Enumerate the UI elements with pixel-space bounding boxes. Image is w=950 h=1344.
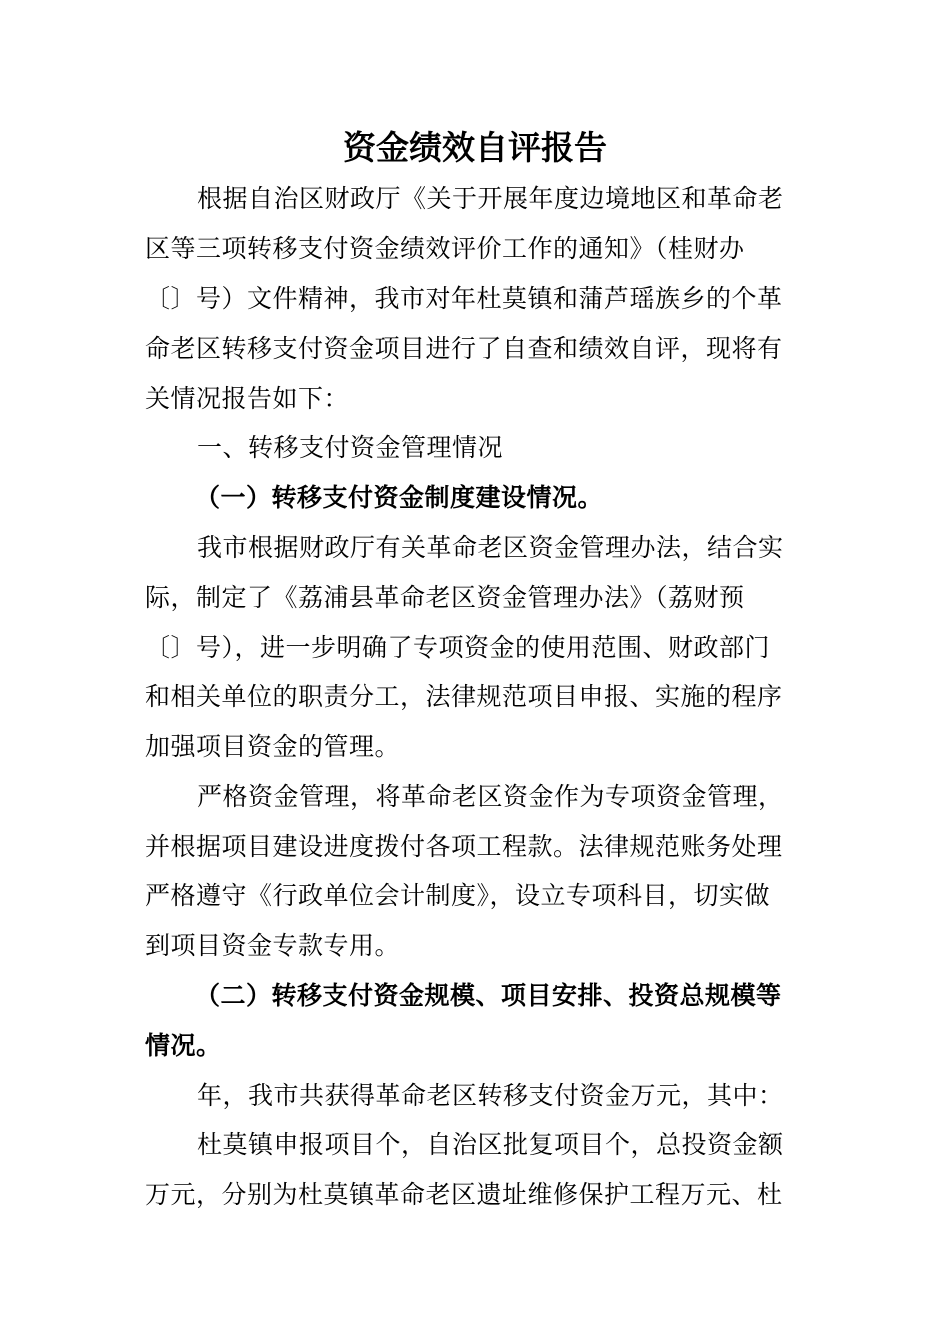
paragraph-line: 〔〕号）文件精神，我市对年杜莫镇和蒲芦瑶族乡的个革 <box>145 284 783 313</box>
paragraph-line: 严格遵守《行政单位会计制度》，设立专项科目，切实做 <box>145 881 771 910</box>
section-heading: 一、转移支付资金管理情况 <box>197 433 504 462</box>
paragraph-line: 杜莫镇申报项目个，自治区批复项目个，总投资金额 <box>197 1130 784 1159</box>
subsection-heading-continued: 情况。 <box>145 1031 222 1060</box>
paragraph-line: 并根据项目建设进度拨付各项工程款。法律规范账务处理 <box>145 832 783 861</box>
subsection-heading: （二）转移支付资金规模、项目安排、投资总规模等 <box>195 981 782 1010</box>
paragraph-line: 年，我市共获得革命老区转移支付资金万元，其中： <box>197 1081 784 1110</box>
subsection-heading: （一）转移支付资金制度建设情况。 <box>195 483 604 512</box>
paragraph-line: 〔〕号），进一步明确了专项资金的使用范围、财政部门 <box>145 633 771 662</box>
paragraph-line: 区等三项转移支付资金绩效评价工作的通知》（桂财办 <box>145 234 745 263</box>
paragraph-line: 到项目资金专款专用。 <box>145 931 401 960</box>
paragraph-line: 加强项目资金的管理。 <box>145 732 401 761</box>
paragraph-line: 根据自治区财政厅《关于开展年度边境地区和革命老 <box>197 184 784 213</box>
paragraph-line: 万元，分别为杜莫镇革命老区遗址维修保护工程万元、杜 <box>145 1180 783 1209</box>
paragraph-line: 关情况报告如下： <box>145 384 350 413</box>
paragraph-line: 严格资金管理，将革命老区资金作为专项资金管理， <box>197 782 784 811</box>
paragraph-line: 际，制定了《荔浦县革命老区资金管理办法》（荔财预 <box>145 583 745 612</box>
paragraph-line: 和相关单位的职责分工，法律规范项目申报、实施的程序 <box>145 682 783 711</box>
paragraph-line: 命老区转移支付资金项目进行了自查和绩效自评，现将有 <box>145 334 783 363</box>
document-title: 资金绩效自评报告 <box>343 128 607 167</box>
paragraph-line: 我市根据财政厅有关革命老区资金管理办法，结合实 <box>197 533 784 562</box>
